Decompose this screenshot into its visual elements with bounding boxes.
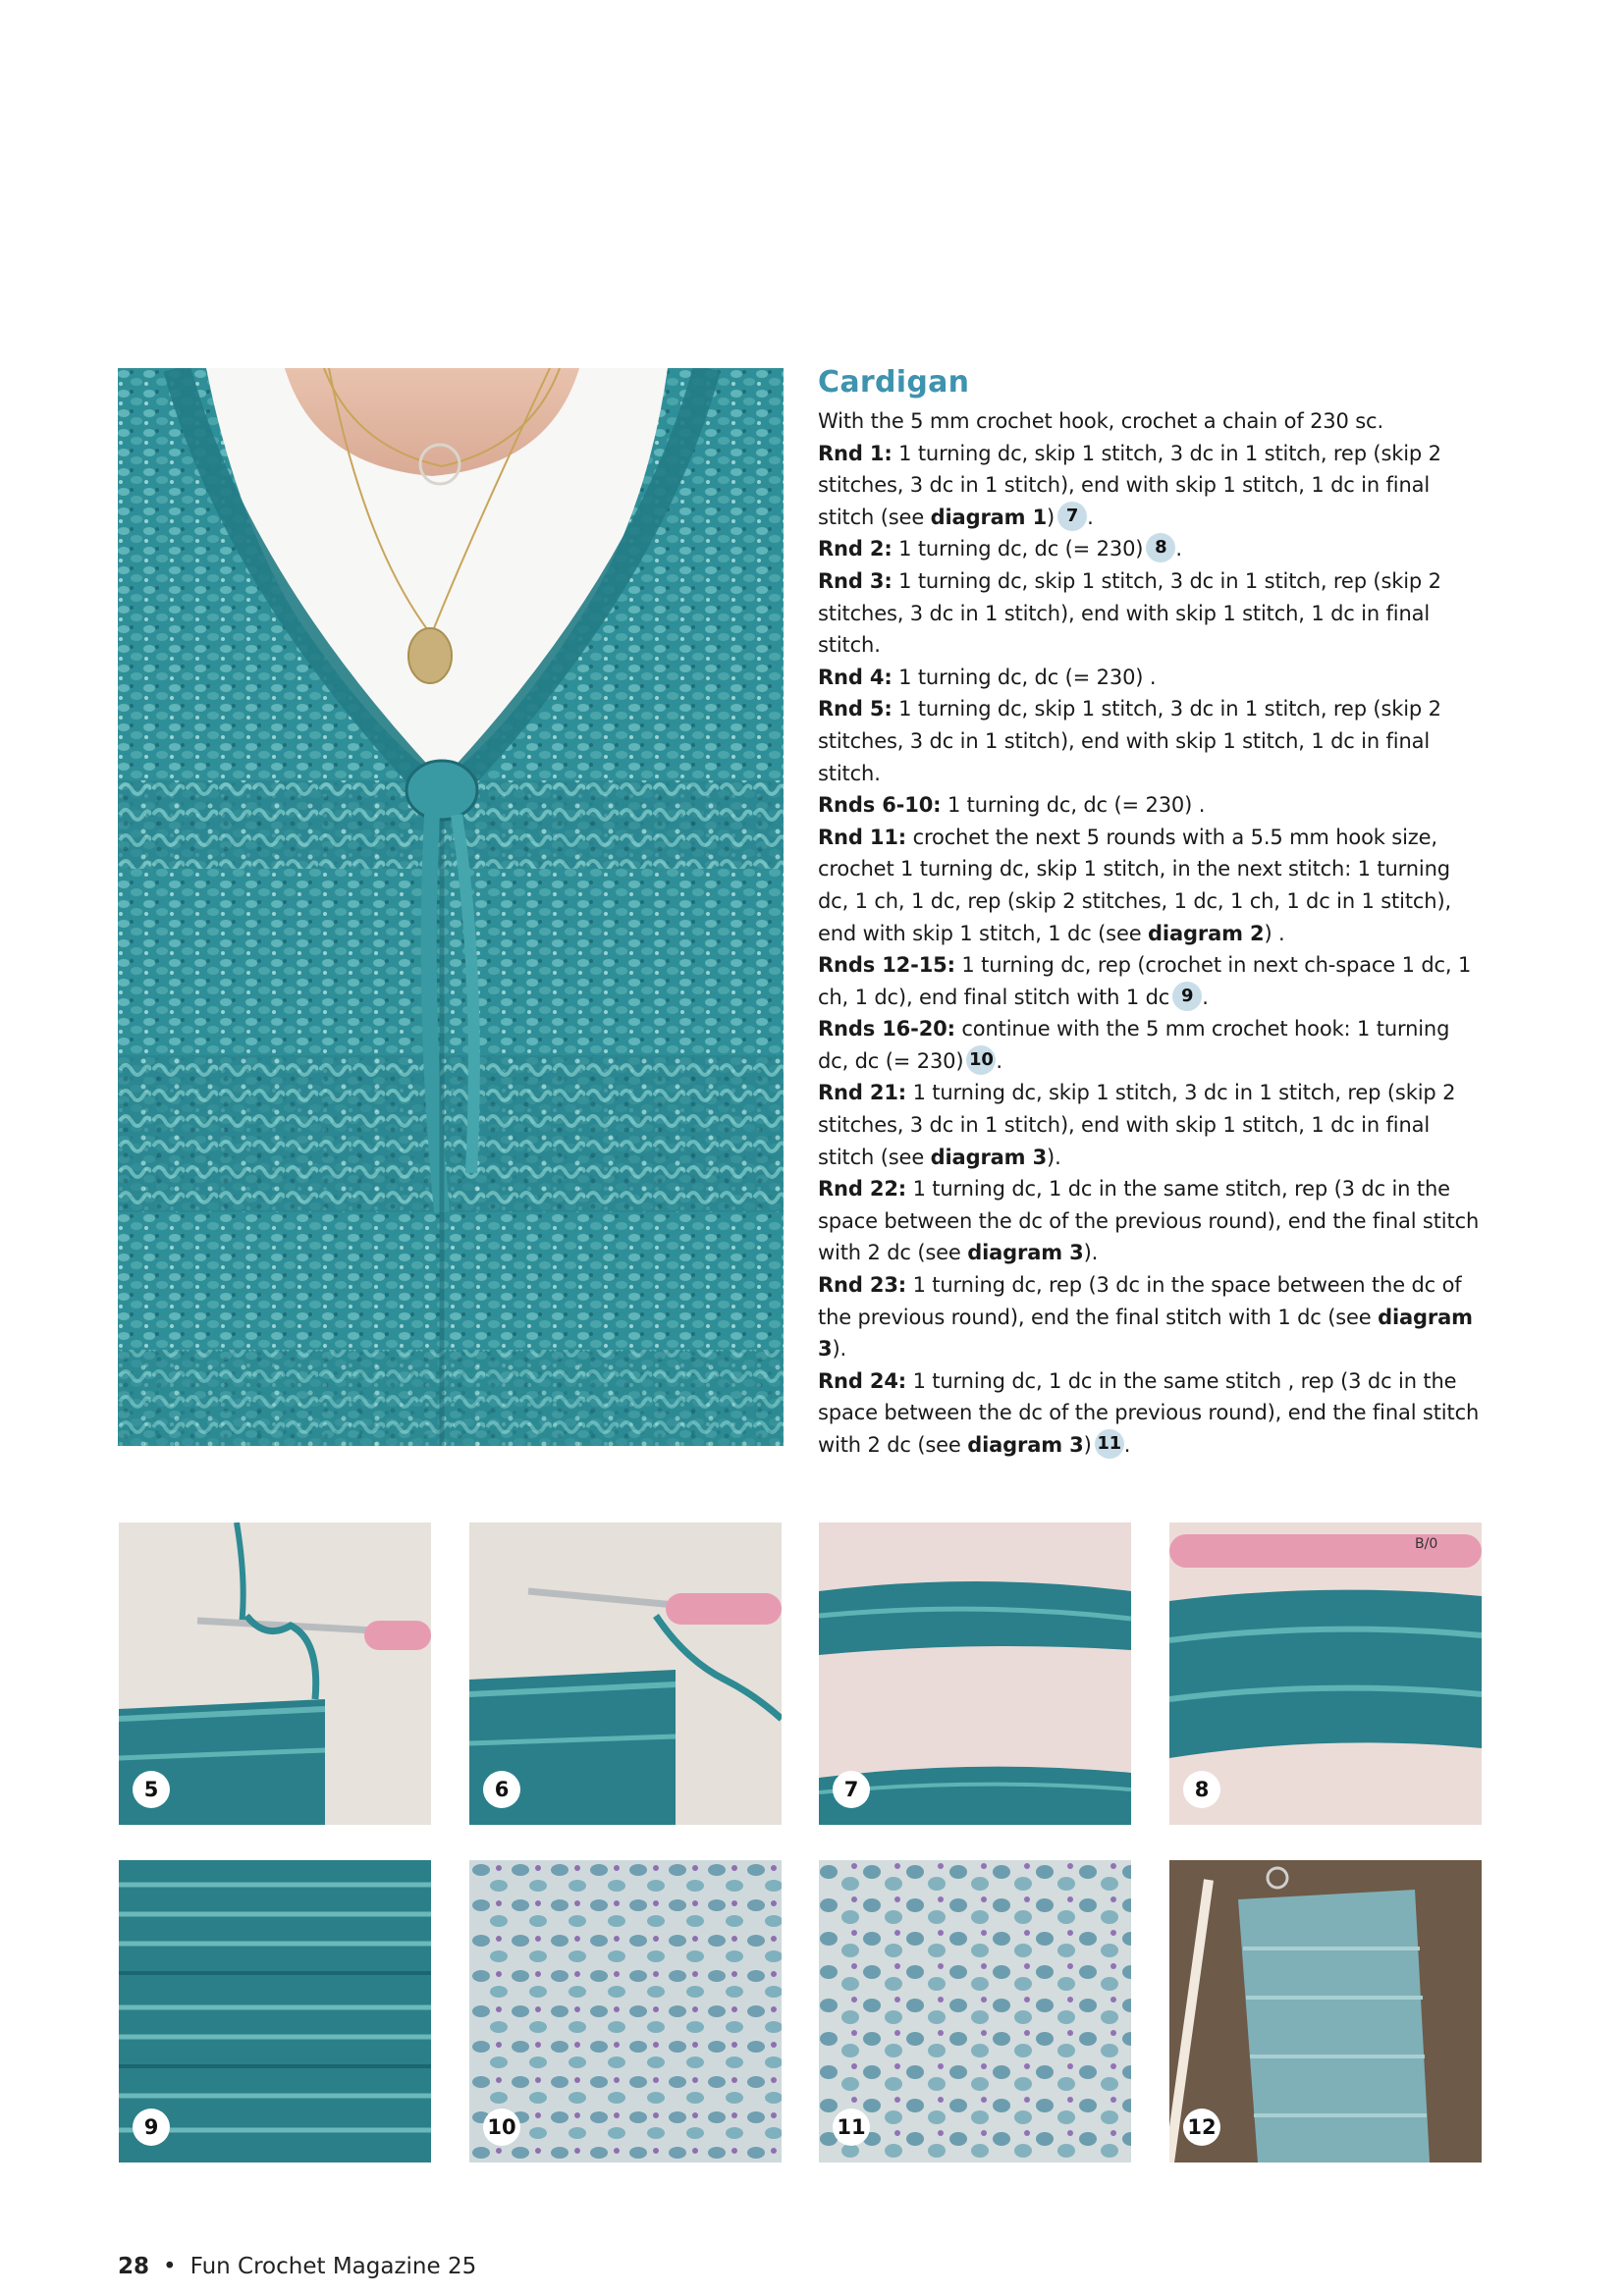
step-number: 12 [1183,2109,1220,2146]
diagram-ref: diagram 3 [967,1241,1084,1265]
step-photo-10 [469,1860,782,2163]
round-text: ) [1047,505,1056,529]
step-number: 9 [133,2109,170,2146]
round-2 [818,533,1486,565]
round-text: ) . [1264,921,1285,945]
round-12 [818,1269,1486,1365]
step-number: 8 [1183,1771,1220,1808]
step-photo-8 [1169,1522,1482,1825]
round-label: Rnds 6-10: [818,793,942,818]
round-10 [818,1077,1486,1173]
round-5 [818,693,1486,789]
round-9 [818,1013,1486,1077]
round-3 [818,565,1486,662]
round-text: 1 turning dc, skip 1 stitch, 3 dc in 1 stitch, rep (skip 2 stitches, 3 dc in 1 stitch), end with skip 1 stitch, 1 dc in final stitch. [818,697,1441,785]
round-text: 1 turning dc, 1 dc in the same stitch , rep (3 dc in the space between the dc of the previous round), end the final stitch with 2 dc (see [818,1368,1480,1457]
step-number: 5 [133,1771,170,1808]
diagram-ref: diagram 3 [930,1145,1048,1169]
round-1 [818,438,1486,534]
round-label: Rnd 3: [818,568,893,593]
step-photo-7 [819,1522,1131,1825]
round-8 [818,949,1486,1013]
round-label: Rnd 1: [818,441,893,465]
round-text: 1 turning dc, skip 1 stitch, 3 dc in 1 stitch, rep (skip 2 stitches, 3 dc in 1 stitch), end with skip 1 stitch, 1 dc in final stitch (see [818,441,1441,529]
rounds-list [818,438,1486,1462]
round-7 [818,822,1486,949]
round-text: ) [1083,1433,1092,1457]
page-footer [118,2254,476,2279]
round-text: 1 turning dc, rep (3 dc in the space between the dc of the previous round), end the final stitch with 1 dc (see [818,1273,1462,1329]
diagram-ref: diagram 1 [930,505,1048,529]
step-photo-11 [819,1860,1131,2163]
step-ref-badge: 9 [1172,982,1202,1011]
round-tail: . [1175,537,1182,561]
round-text: crochet the next 5 rounds with a 5.5 mm hook size, crochet 1 turning dc, skip 1 stitch, in the next stitch: 1 turning dc, 1 ch, 1 dc, rep (skip 2 stitches, 1 dc, 1 ch, 1 dc in 1 stitch), end with skip 1 stitch, 1 dc (see [818,825,1452,945]
round-text: 1 turning dc, skip 1 stitch, 3 dc in 1 stitch, rep (skip 2 stitches, 3 dc in 1 stitch), end with skip 1 stitch, 1 dc in final stitch (see [818,1081,1456,1169]
round-label: Rnd 23: [818,1273,907,1298]
cardigan-photo [118,368,784,1446]
round-text: 1 turning dc, dc (= 230) . [941,793,1206,818]
round-tail: . [1202,985,1209,1009]
round-label: Rnd 11: [818,825,907,849]
round-text: 1 turning dc, 1 dc in the same stitch, rep (3 dc in the space between the dc of the previous round), end the final stitch with 2 dc (see [818,1177,1480,1265]
round-label: Rnd 22: [818,1177,907,1201]
round-text: 1 turning dc, dc (= 230) . [892,665,1157,689]
round-tail: . [1123,1433,1131,1457]
step-photo-9 [119,1860,431,2163]
round-label: Rnd 5: [818,697,893,721]
intro-text: With the 5 mm crochet hook, crochet a chain of 230 sc. [818,409,1383,433]
round-label: Rnd 21: [818,1081,907,1105]
step-ref-badge: 7 [1057,502,1087,531]
round-tail: . [996,1048,1002,1073]
round-6 [818,789,1486,822]
footer-separator: • [163,2254,177,2279]
round-text: ). [1047,1145,1061,1169]
round-11 [818,1173,1486,1269]
section-title: Cardigan [818,365,970,400]
round-text: 1 turning dc, skip 1 stitch, 3 dc in 1 stitch, rep (skip 2 stitches, 3 dc in 1 stitch), end with skip 1 stitch, 1 dc in final stitch. [818,568,1441,658]
round-4 [818,662,1486,694]
round-text: continue with the 5 mm crochet hook: 1 turning dc, dc (= 230) [818,1017,1450,1073]
diagram-ref: diagram 3 [967,1433,1084,1457]
round-13 [818,1365,1486,1462]
round-text: 1 turning dc, dc (= 230) [892,537,1144,561]
hook-label: B/0 [1415,1536,1438,1552]
round-text: 1 turning dc, rep (crochet in next ch-space 1 dc, 1 ch, 1 dc), end final stitch with 1 dc [818,953,1472,1009]
round-label: Rnds 16-20: [818,1017,955,1041]
step-number: 7 [833,1771,870,1808]
step-photo-12 [1169,1860,1482,2163]
round-label: Rnd 4: [818,665,893,689]
round-tail: . [1087,505,1094,529]
diagram-ref: diagram 3 [818,1305,1473,1362]
instructions-column [818,365,1486,1462]
step-number: 11 [833,2109,870,2146]
step-number: 6 [483,1771,520,1808]
cardigan-photo-illustration [118,368,784,1446]
step-ref-badge: 8 [1146,533,1175,562]
step-ref-badge: 11 [1095,1429,1124,1459]
round-label: Rnds 12-15: [818,953,955,978]
round-text: ). [832,1337,847,1362]
step-photo-6 [469,1522,782,1825]
step-photo-5 [119,1522,431,1825]
round-text: ). [1083,1241,1099,1265]
step-ref-badge: 10 [966,1045,996,1075]
diagram-ref: diagram 2 [1148,921,1265,945]
round-label: Rnd 24: [818,1368,907,1393]
step-number: 10 [483,2109,520,2146]
page-number: 28 [118,2254,150,2279]
round-label: Rnd 2: [818,537,893,561]
magazine-name: Fun Crochet Magazine 25 [189,2254,477,2279]
